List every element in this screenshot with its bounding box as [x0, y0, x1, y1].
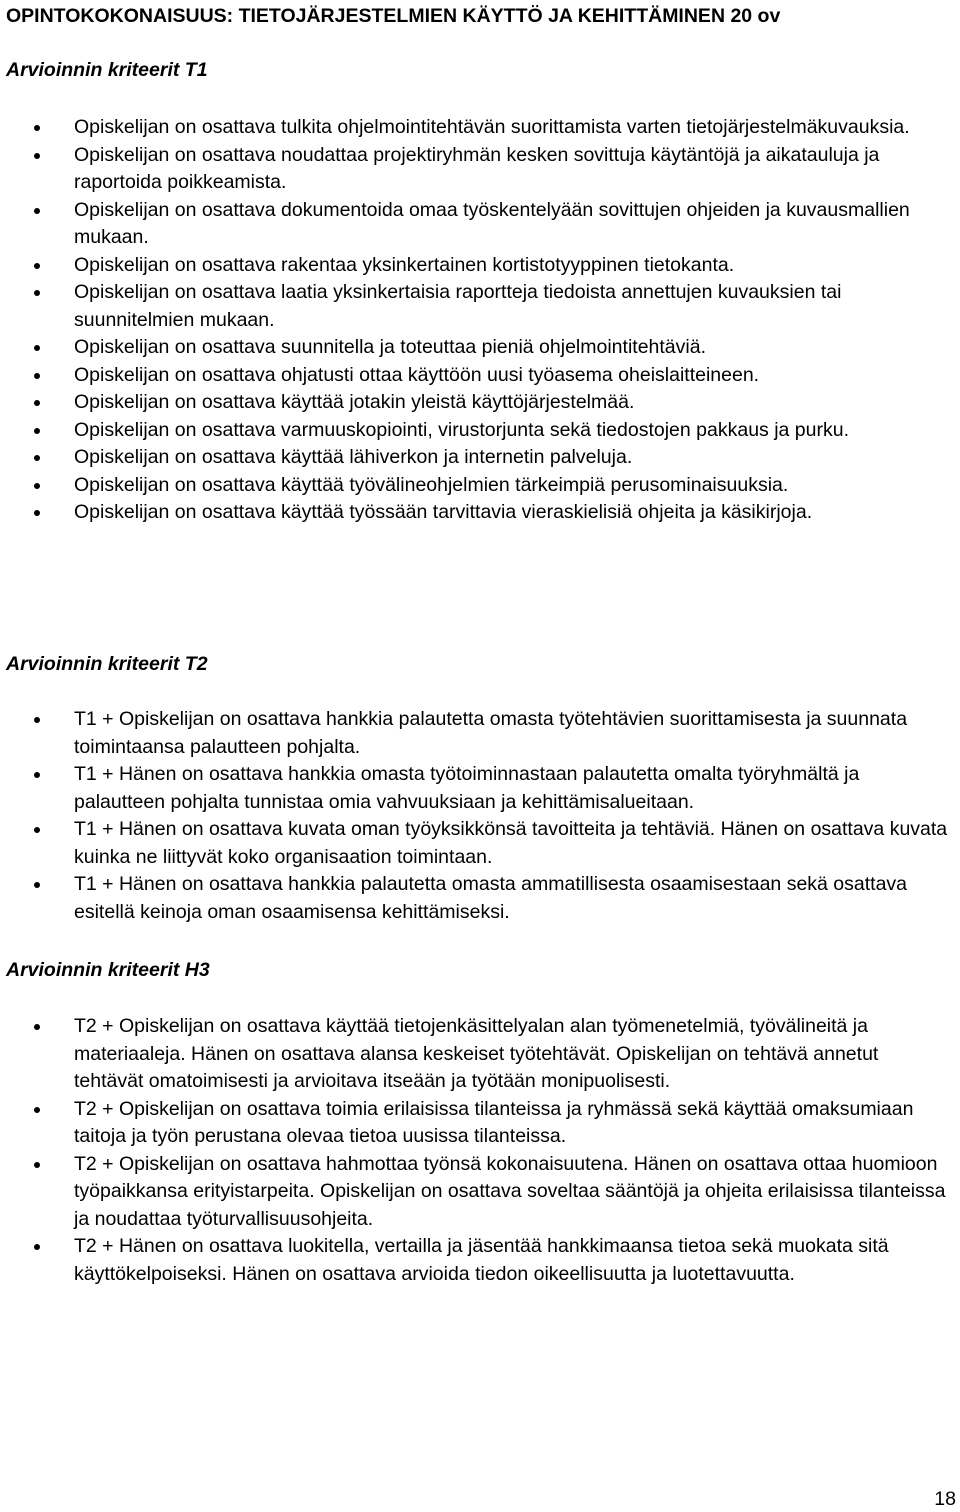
list-item — [6, 389, 952, 417]
bullet-icon — [34, 510, 40, 516]
list-item — [6, 252, 952, 280]
list-item-text: Opiskelijan on osattava ohjatusti ottaa käyttöön uusi työasema oheislaitteineen. — [74, 363, 760, 386]
bullet-icon — [34, 455, 40, 461]
section-heading-t2: Arvioinnin kriteerit T2 — [6, 653, 208, 675]
section-heading-h3: Arvioinnin kriteerit H3 — [6, 959, 210, 981]
list-item-text: Opiskelijan on osattava rakentaa yksinkertainen kortistotyyppinen tietokanta. — [74, 253, 735, 276]
bullet-icon — [34, 1162, 40, 1168]
bullet-icon — [34, 400, 40, 406]
bullet-icon — [34, 1024, 40, 1030]
list-item — [6, 444, 952, 472]
list-item-text: Opiskelijan on osattava tulkita ohjelmointitehtävän suorittamista varten tietojärjestelmäkuvauksia. — [74, 116, 910, 138]
bullet-icon — [34, 290, 40, 296]
list-item — [6, 279, 952, 334]
bullet-icon — [34, 373, 40, 379]
list-item-text: T2 + Hänen on osattava luokitella, vertailla ja jäsentää hankkimaansa tietoa sekä muokata sitä käyttökelpoiseksi. Hänen on osattava arvioida tiedon oikeellisuutta ja luotettavuutta. — [74, 1235, 889, 1285]
list-item-text: Opiskelijan on osattava käyttää työvälineohjelmien tärkeimpiä perusominaisuuksia. — [74, 473, 789, 496]
bullet-icon — [34, 263, 40, 269]
criteria-list-t2 — [6, 706, 952, 926]
bullet-icon — [34, 1107, 40, 1113]
list-item-text: T1 + Hänen on osattava hankkia palautetta omasta ammatillisesta osaamisestaan sekä osattava esitellä keinoja oman osaamisensa kehittämiseksi. — [74, 873, 908, 923]
bullet-icon — [34, 428, 40, 434]
list-item — [6, 816, 952, 871]
list-item — [6, 871, 952, 926]
section-heading-t1: Arvioinnin kriteerit T1 — [6, 59, 208, 81]
list-item-text: T2 + Opiskelijan on osattava hahmottaa työnsä kokonaisuutena. Hänen on osattava ottaa huomioon työpaikkansa erityistarpeita. Opiskelijan on osattava soveltaa sääntöjä ja ohjeita erilaisissa tilanteissa ja noudattaa työturvallisuusohjeita. — [74, 1152, 946, 1230]
criteria-list-t1 — [6, 114, 952, 527]
list-item — [6, 334, 952, 362]
list-item-text: Opiskelijan on osattava noudattaa projektiryhmän kesken sovittuja käytäntöjä ja aikatauluja ja raportoida poikkeamista. — [74, 143, 880, 193]
list-item-text: T1 + Opiskelijan on osattava hankkia palautetta omasta työtehtävien suorittamisesta ja suunnata toimintaansa palautteen pohjalta. — [74, 708, 908, 758]
bullet-icon — [34, 153, 40, 159]
list-item-text: T1 + Hänen on osattava kuvata oman työyksikkönsä tavoitteita ja tehtäviä. Hänen on osattava kuvata kuinka ne liittyvät koko organisaation toimintaan. — [74, 818, 948, 868]
list-item — [6, 706, 952, 761]
list-item-text: T2 + Opiskelijan on osattava toimia erilaisissa tilanteissa ja ryhmässä sekä käyttää omaksumiaan taitoja ja työn perustana olevaa tietoa uusissa tilanteissa. — [74, 1097, 914, 1147]
list-item — [6, 472, 952, 500]
list-item-text: Opiskelijan on osattava käyttää työssään tarvittavia vieraskielisiä ohjeita ja käsikirjoja. — [74, 501, 813, 523]
bullet-icon — [34, 345, 40, 351]
bullet-icon — [34, 772, 40, 778]
list-item — [6, 1096, 952, 1151]
bullet-icon — [34, 483, 40, 489]
list-item — [6, 761, 952, 816]
criteria-list-h3 — [6, 1013, 952, 1288]
list-item — [6, 417, 952, 445]
bullet-icon — [34, 827, 40, 833]
list-item-text: T2 + Opiskelijan on osattava käyttää tietojenkäsittelyalan alan työmenetelmiä, työvälineitä ja materiaaleja. Hänen on osattava alansa keskeiset työtehtävät. Opiskelijan on tehtävä annetut tehtävät omatoimisesti ja arvioitava itseään ja työtään monipuolisesti. — [74, 1015, 879, 1092]
bullet-icon — [34, 125, 40, 131]
list-item-text: T1 + Hänen on osattava hankkia omasta työtoiminnastaan palautetta omalta työryhmältä ja palautteen pohjalta tunnistaa omia vahvuuksiaan ja kehittämisalueitaan. — [74, 763, 860, 813]
bullet-icon — [34, 208, 40, 214]
list-item — [6, 1013, 952, 1096]
list-item-text: Opiskelijan on osattava laatia yksinkertaisia raportteja tiedoista annettujen kuvauksien tai suunnitelmien mukaan. — [74, 281, 842, 331]
list-item — [6, 1151, 952, 1234]
page-number: 18 — [934, 1488, 956, 1510]
list-item — [6, 142, 952, 197]
list-item-text: Opiskelijan on osattava käyttää lähiverkon ja internetin palveluja. — [74, 446, 633, 468]
list-item — [6, 114, 952, 142]
list-item-text: Opiskelijan on osattava käyttää jotakin yleistä käyttöjärjestelmää. — [74, 391, 635, 413]
bullet-icon — [34, 1244, 40, 1250]
list-item — [6, 197, 952, 252]
bullet-icon — [34, 882, 40, 888]
document-page — [6, 0, 956, 1512]
list-item-text: Opiskelijan on osattava varmuuskopiointi, virustorjunta sekä tiedostojen pakkaus ja purku. — [74, 418, 850, 441]
document-title: OPINTOKOKONAISUUS: TIETOJÄRJESTELMIEN KÄYTTÖ JA KEHITTÄMINEN 20 ov — [6, 5, 781, 27]
list-item-text: Opiskelijan on osattava dokumentoida omaa työskentelyään sovittujen ohjeiden ja kuvausmallien mukaan. — [74, 198, 910, 248]
bullet-icon — [34, 717, 40, 723]
list-item — [6, 1233, 952, 1288]
list-item-text: Opiskelijan on osattava suunnitella ja toteuttaa pieniä ohjelmointitehtäviä. — [74, 336, 706, 358]
list-item — [6, 362, 952, 390]
list-item — [6, 499, 952, 527]
